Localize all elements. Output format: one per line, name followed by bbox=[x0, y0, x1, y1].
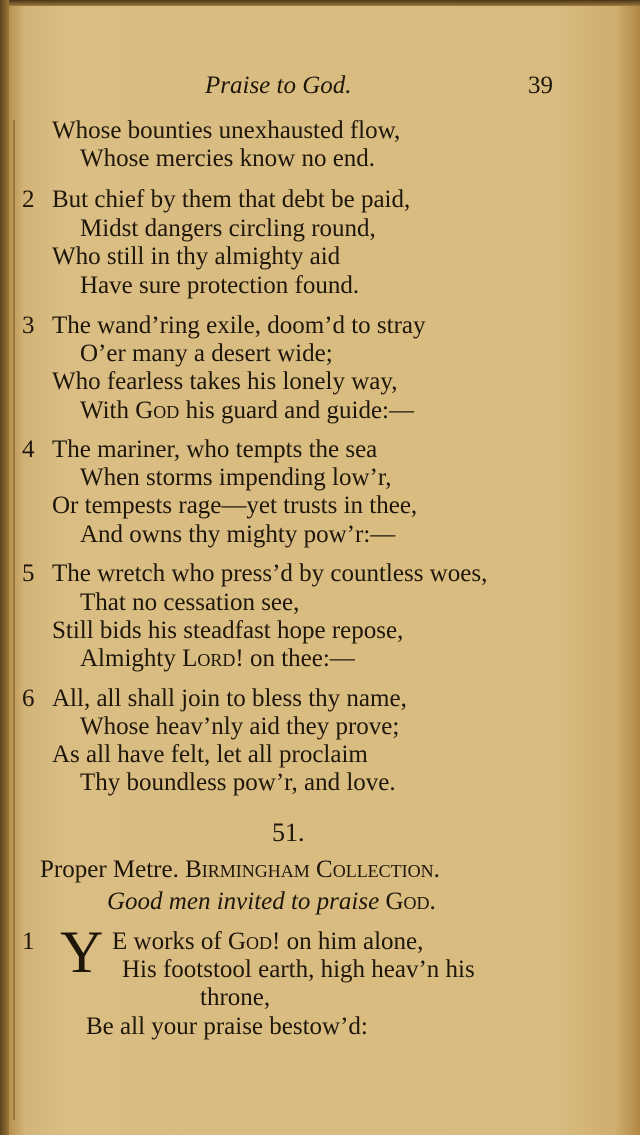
verse-line: When storms impending low’r, bbox=[80, 464, 392, 491]
verse-number: 3 bbox=[22, 312, 35, 339]
verse-line: But chief by them that debt be paid, bbox=[52, 186, 411, 213]
verse-line: Who fearless takes his lonely way, bbox=[52, 368, 398, 395]
verse-line: The wretch who press’d by countless woes, bbox=[52, 560, 488, 587]
divine-name: God bbox=[227, 928, 273, 955]
verse-line: Midst dangers circling round, bbox=[80, 215, 376, 242]
drop-cap: Y bbox=[60, 919, 104, 985]
verse-line-start: With bbox=[80, 397, 129, 424]
verse-number: 1 bbox=[22, 928, 35, 955]
verse-line-end: ! on him alone, bbox=[272, 928, 424, 955]
verse-line: As all have felt, let all proclaim bbox=[52, 741, 368, 768]
page-top-edge bbox=[0, 0, 640, 6]
verse-number: 6 bbox=[22, 685, 35, 712]
verse-number: 2 bbox=[22, 186, 35, 213]
verse-line: Still bids his steadfast hope repose, bbox=[52, 617, 404, 644]
verse-line: Who still in thy almighty aid bbox=[52, 243, 341, 270]
subtitle-italic: Good men invited to praise bbox=[107, 888, 380, 915]
collection-name: Birmingham Collection. bbox=[185, 856, 440, 883]
verse-line: Or tempests rage—yet trusts in thee, bbox=[52, 492, 418, 519]
page-number: 39 bbox=[528, 72, 553, 99]
verse-line: Whose bounties unexhausted flow, bbox=[52, 117, 401, 144]
margin-rule bbox=[13, 120, 15, 600]
verse-line: All, all shall join to bless thy name, bbox=[52, 685, 407, 712]
verse-line: Whose heav’nly aid they prove; bbox=[80, 713, 400, 740]
hymn-number: 51. bbox=[272, 818, 305, 847]
verse-line: Whose mercies know no end. bbox=[80, 145, 376, 172]
margin-rule bbox=[13, 600, 15, 1120]
hymn-subtitle bbox=[107, 888, 436, 916]
verse-line: The wand’ring exile, doom’d to stray bbox=[52, 312, 426, 339]
verse-line: Be all your praise bestow’d: bbox=[86, 1013, 368, 1040]
verse-line-mixed bbox=[112, 928, 423, 956]
metre-label: Proper Metre. bbox=[40, 856, 179, 883]
verse-line: That no cessation see, bbox=[80, 589, 300, 616]
verse-line-start: E works of bbox=[112, 928, 222, 955]
verse-line: Thy boundless pow’r, and love. bbox=[80, 769, 396, 796]
verse-line: Have sure protection found. bbox=[80, 272, 360, 299]
running-head-title: Praise to God. bbox=[205, 72, 352, 99]
verse-line-end: ! on thee:— bbox=[235, 645, 355, 672]
verse-line: The mariner, who tempts the sea bbox=[52, 436, 378, 463]
divine-name: God bbox=[135, 397, 180, 424]
divine-name: God. bbox=[385, 888, 436, 915]
verse-line: And owns thy mighty pow’r:— bbox=[80, 521, 396, 548]
verse-line-mixed bbox=[80, 397, 414, 425]
verse-line: O’er many a desert wide; bbox=[80, 340, 333, 367]
verse-line-start: Almighty bbox=[80, 645, 176, 672]
hymn-metre-line bbox=[40, 856, 440, 884]
verse-line-mixed bbox=[80, 645, 355, 673]
verse-number: 4 bbox=[22, 436, 35, 463]
verse-line: throne, bbox=[200, 984, 271, 1011]
verse-line-end: his guard and guide:— bbox=[179, 397, 414, 424]
verse-line: His footstool earth, high heav’n his bbox=[122, 956, 475, 983]
divine-name: Lord bbox=[182, 645, 236, 672]
verse-number: 5 bbox=[22, 560, 35, 587]
page-gutter bbox=[0, 0, 9, 1135]
